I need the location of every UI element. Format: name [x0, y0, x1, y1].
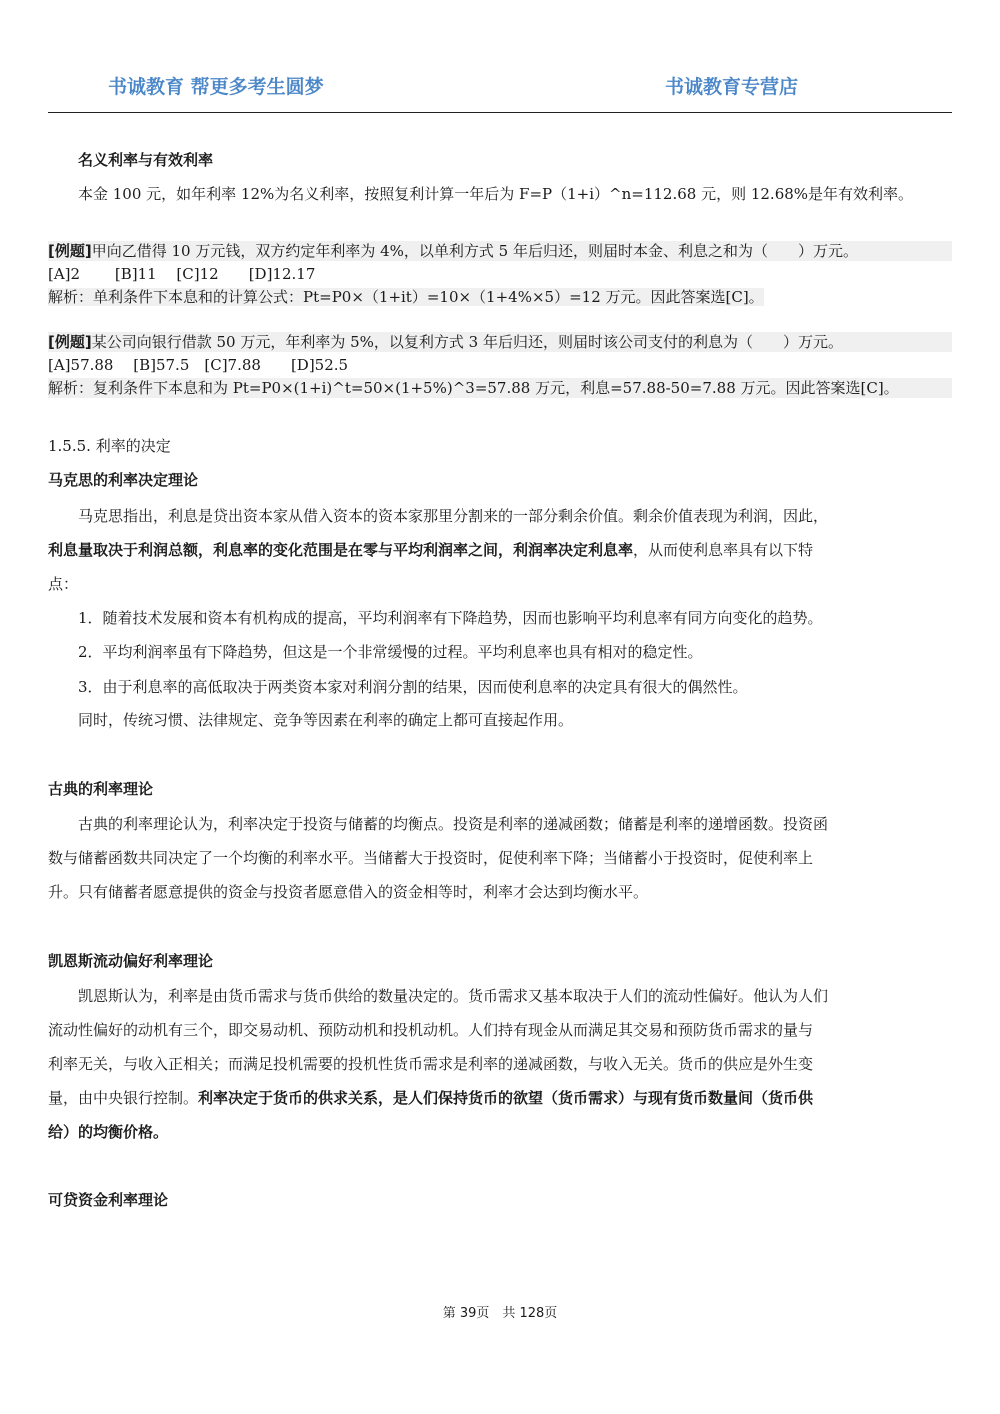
header-slogan: 书诚教育 帮更多考生圆梦	[108, 76, 324, 98]
marx-key-point: 利息量取决于利润总额，利息率的变化范围是在零与平均利润率之间，利润率决定利息率	[48, 541, 634, 559]
example-2-question-text: 某公司向银行借款 50 万元，年利率为 5%，以复利方式 3 年后归还，则届时该公司支付的利息为（ ）万元。	[91, 333, 843, 351]
marx-closing-paragraph: 同时，传统习惯、法律规定、竞争等因素在利率的确定上都可直接起作用。	[78, 711, 574, 729]
keynes-key-point: 利率决定于货币的供求关系，是人们保持货币的欲望（货币需求）与现有货币数量间（货币供	[198, 1089, 814, 1107]
example-1-tag: [例题]	[48, 242, 92, 260]
header-shop-name: 书诚教育专营店	[665, 76, 799, 98]
page-number: 第 39页 共 128页	[442, 1306, 558, 1321]
marx-paragraph-line-1: 马克思指出，利息是贷出资本家从借入资本的资本家那里分割来的一部分剩余价值。剩余价值表现为利润，因此，	[78, 507, 829, 525]
keynes-theory-heading: 凯恩斯流动偏好利率理论	[48, 952, 214, 970]
marx-theory-heading: 马克思的利率决定理论	[48, 471, 199, 489]
marx-paragraph-line-2	[48, 540, 952, 560]
example-1-answer	[48, 287, 952, 307]
nominal-rate-paragraph: 本金 100 元，如年利率 12%为名义利率，按照复利计算一年后为 F=P（1+i）^n=112.68 元，则 12.68%是年有效利率。	[78, 185, 914, 203]
marx-paragraph-line-3: 点：	[48, 575, 79, 593]
nominal-rate-heading: 名义利率与有效利率	[78, 151, 214, 169]
example-1-question-text: 甲向乙借得 10 万元钱，双方约定年利率为 4%，以单利方式 5 年后归还，则届时本金、利息之和为（ ）万元。	[91, 242, 858, 260]
example-1-question	[48, 241, 952, 261]
header-divider	[48, 112, 952, 113]
example-2-tag: [例题]	[48, 333, 92, 351]
classical-paragraph-line-3: 升。只有储蓄者愿意提供的资金与投资者愿意借入的资金相等时，利率才会达到均衡水平。	[48, 883, 649, 901]
keynes-paragraph-line-1: 凯恩斯认为，利率是由货币需求与货币供给的数量决定的。货币需求又基本取决于人们的流动性偏好。他认为人们	[78, 987, 829, 1005]
example-2-options: [A]57.88 [B]57.5 [C]7.88 [D]52.5	[48, 356, 349, 374]
example-2-answer: 解析：复利条件下本息和为 Pt=P0×(1+i)^t=50×(1+5%)^3=57.88 万元，利息=57.88-50=7.88 万元。因此答案选[C]。	[48, 378, 952, 398]
keynes-paragraph-line-4	[48, 1088, 952, 1108]
classical-paragraph-line-1: 古典的利率理论认为，利率决定于投资与储蓄的均衡点。投资是利率的递减函数；储蓄是利率的递增函数。投资函	[78, 815, 829, 833]
keynes-paragraph-line-5: 给）的均衡价格。	[48, 1123, 169, 1141]
loanable-funds-heading: 可贷资金利率理论	[48, 1191, 169, 1209]
classical-paragraph-line-2: 数与储蓄函数共同决定了一个均衡的利率水平。当储蓄大于投资时，促使利率下降；当储蓄小于投资时，促使利率上	[48, 849, 814, 867]
keynes-line-4-text: 量，由中央银行控制。	[48, 1089, 199, 1107]
marx-paragraph-line-2-rest: ，从而使利息率具有以下特	[633, 541, 814, 559]
example-1-answer-text: 解析：单利条件下本息和的计算公式：Pt=P0×（1+it）=10×（1+4%×5）=12 万元。因此答案选[C]。	[48, 288, 764, 306]
section-heading: 1.5.5. 利率的决定	[48, 437, 171, 455]
keynes-paragraph-line-3: 利率无关，与收入正相关；而满足投机需要的投机性货币需求是利率的递减函数，与收入无关。货币的供应是外生变	[48, 1055, 814, 1073]
keynes-paragraph-line-2: 流动性偏好的动机有三个，即交易动机、预防动机和投机动机。人们持有现金从而满足其交易和预防货币需求的量与	[48, 1021, 814, 1039]
marx-feature-1: 1．随着技术发展和资本有机构成的提高，平均利润率有下降趋势，因而也影响平均利息率有同方向变化的趋势。	[78, 609, 823, 627]
classical-theory-heading: 古典的利率理论	[48, 780, 154, 798]
example-1-options: [A]2 [B]11 [C]12 [D]12.17	[48, 265, 316, 283]
marx-feature-2: 2．平均利润率虽有下降趋势，但这是一个非常缓慢的过程。平均利息率也具有相对的稳定性。	[78, 643, 703, 661]
example-2-question	[48, 332, 952, 352]
marx-feature-3: 3．由于利息率的高低取决于两类资本家对利润分割的结果，因而使利息率的决定具有很大的偶然性。	[78, 678, 748, 696]
